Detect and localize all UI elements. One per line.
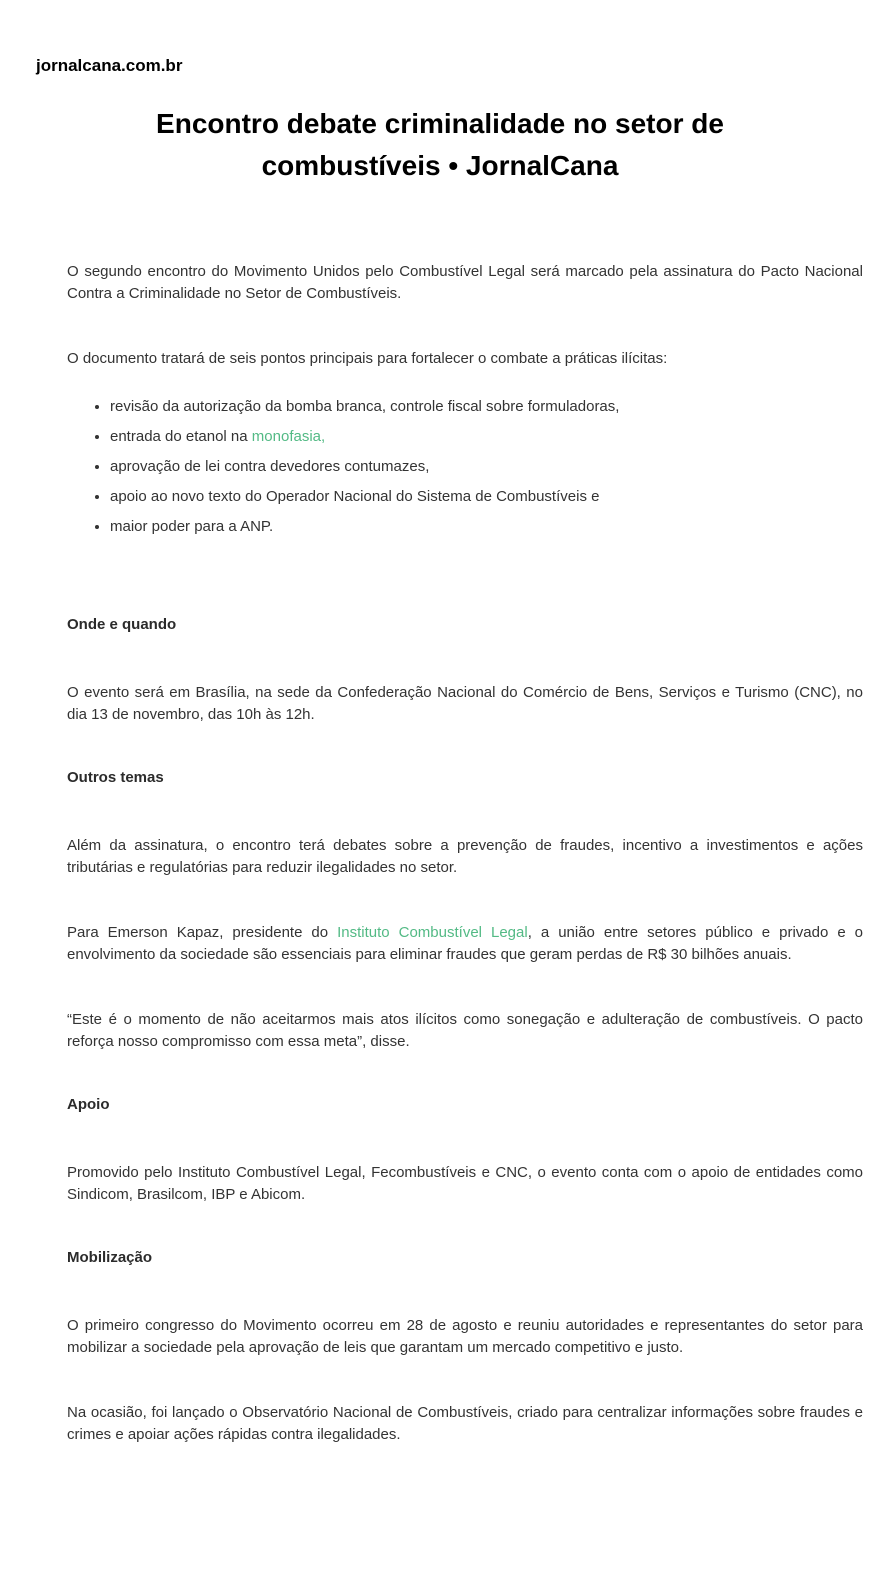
paragraph-quote: “Este é o momento de não aceitarmos mais atos ilícitos como sonegação e adulteração de combustíveis. O pacto reforça nosso compromisso com essa meta”, disse.	[67, 1011, 863, 1050]
page-title-line1: Encontro debate criminalidade no setor de	[156, 108, 724, 139]
page-title-line2: combustíveis • JornalCana	[261, 150, 619, 181]
intro-paragraph: O segundo encontro do Movimento Unidos pelo Combustível Legal será marcado pela assinatura do Pacto Nacional Contra a Criminalidade no Setor de Combustíveis.	[67, 263, 863, 302]
paragraph-kapaz-post: , a união entre setores público e privado e o envolvimento da sociedade são essenciais para eliminar fraudes que geram perdas de R$ 30 bilhões anuais.	[67, 924, 863, 963]
article-content	[67, 261, 863, 1446]
list-item	[110, 426, 863, 448]
list-item	[110, 486, 863, 508]
key-points-list	[67, 396, 863, 538]
monofasia-link[interactable]: monofasia,	[251, 428, 326, 445]
paragraph-first-congress: O primeiro congresso do Movimento ocorreu em 28 de agosto e reuniu autoridades e representantes do setor para mobilizar a sociedade pela aprovação de leis que garantam um mercado competitivo e justo.	[67, 1317, 863, 1356]
paragraph-kapaz-pre: Para Emerson Kapaz, presidente do	[67, 924, 338, 941]
list-item-text: entrada do etanol na	[110, 428, 252, 445]
article-page	[0, 55, 880, 1446]
site-domain: jornalcana.com.br	[36, 56, 183, 75]
paragraph-observatorio: Na ocasião, foi lançado o Observatório Nacional de Combustíveis, criado para centralizar informações sobre fraudes e crimes e apoiar ações rápidas contra ilegalidades.	[67, 1404, 863, 1443]
section-heading-apoio: Apoio	[67, 1096, 110, 1113]
page-title	[30, 103, 850, 187]
paragraph-other-topics: Além da assinatura, o encontro terá debates sobre a prevenção de fraudes, incentivo a investimentos e ações tributárias e regulatórias para reduzir ilegalidades no setor.	[67, 837, 863, 876]
list-item-text: apoio ao novo texto do Operador Nacional do Sistema de Combustíveis e	[110, 488, 600, 505]
list-item	[110, 456, 863, 478]
paragraph-kapaz	[67, 922, 863, 966]
paragraph-support: Promovido pelo Instituto Combustível Legal, Fecombustíveis e CNC, o evento conta com o apoio de entidades como Sindicom, Brasilcom, IBP e Abicom.	[67, 1164, 863, 1203]
list-intro-paragraph: O documento tratará de seis pontos principais para fortalecer o combate a práticas ilícitas:	[67, 350, 668, 367]
instituto-combustivel-legal-link[interactable]: Instituto Combustível Legal	[337, 924, 528, 941]
section-heading-mobilizacao: Mobilização	[67, 1249, 153, 1266]
section-heading-outros-temas: Outros temas	[67, 769, 164, 786]
list-item-text: aprovação de lei contra devedores contumazes,	[110, 458, 430, 475]
paragraph-event-details: O evento será em Brasília, na sede da Confederação Nacional do Comércio de Bens, Serviços e Turismo (CNC), no dia 13 de novembro, das 10h às 12h.	[67, 684, 863, 723]
list-item	[110, 396, 863, 418]
section-heading-onde-e-quando: Onde e quando	[67, 616, 177, 633]
list-item-text: maior poder para a ANP.	[110, 518, 274, 535]
list-item	[110, 516, 863, 538]
list-item-text: revisão da autorização da bomba branca, controle fiscal sobre formuladoras,	[110, 398, 620, 415]
